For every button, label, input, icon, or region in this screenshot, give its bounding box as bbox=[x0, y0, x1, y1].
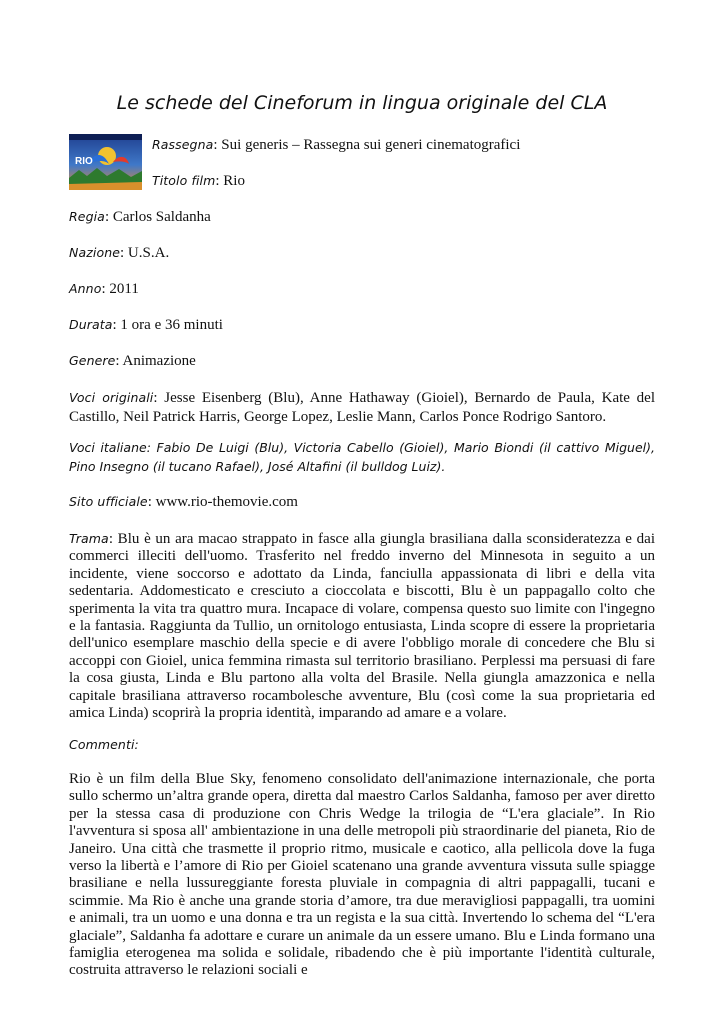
field-sito-ufficiale bbox=[69, 493, 298, 511]
field-nazione bbox=[69, 244, 169, 262]
field-value: : Rio bbox=[215, 173, 245, 189]
field-durata bbox=[69, 316, 223, 334]
field-value: : Animazione bbox=[115, 353, 196, 369]
field-rassegna bbox=[152, 136, 520, 154]
field-label: Voci originali bbox=[69, 390, 154, 405]
field-value: : Fabio De Luigi (Blu), Victoria Cabello (Gioiel), Mario Biondi (il cattivo Miguel), Pino Insegno (il tucano Rafael), José Altafini (il bulldog Luiz). bbox=[69, 440, 655, 474]
field-value: : www.rio-themovie.com bbox=[147, 494, 298, 510]
field-label: Voci italiane bbox=[69, 440, 147, 455]
movie-poster-icon bbox=[69, 134, 142, 190]
field-label: Sito ufficiale bbox=[69, 494, 148, 509]
field-genere bbox=[69, 352, 196, 370]
field-label: Rassegna bbox=[152, 137, 214, 152]
trama-text: : Blu è un ara macao strappato in fasce alla giungla brasiliana dalla sconsideratezza e dai commerci illeciti dell'uomo. Trasferito nel freddo inverno del Minnesota in seguito a un incidente, viene soccorso e adottato da Linda, fanciulla appassionata di libri e della vita sedentaria. Addomesticato e cresciuto a cioccolata e biscotti, Blu è un pappagallo colto che sperimenta la vita tra quattro mura. Incapace di volare, compensa questo suo limite con l'ingegno e la fantasia. Raggiunta da Tullio, un ornitologo entusiasta, Linda scopre di essere la proprietaria dell'unico esemplare maschio della specie e di avere l'obbligo morale di concedere che Blu si accoppi con Gioiel, unica femmina rimasta sul territorio brasiliano. Perplessi ma persuasi di fare la cosa giusta, Linda e Blu partono alla volta del Brasile. Nella giungla amazzonica e nella capitale brasiliana attraverso rocambolesche avventure, Blu (così come la sua proprietaria ed amica Linda) scoprirà la propria identità, imparando ad amare e a volare. bbox=[69, 531, 655, 722]
field-label: Anno bbox=[69, 281, 102, 296]
field-value: : Jesse Eisenberg (Blu), Anne Hathaway (Gioiel), Bernardo de Paula, Kate del Castillo, Neil Patrick Harris, George Lopez, Leslie Mann, Carlos Ponce Rodrigo Santoro. bbox=[69, 390, 655, 425]
field-value: : 1 ora e 36 minuti bbox=[112, 317, 223, 333]
trama-paragraph bbox=[69, 530, 655, 722]
field-label: Regia bbox=[69, 209, 105, 224]
field-value: : Sui generis – Rassegna sui generi cinematografici bbox=[213, 137, 521, 153]
field-label: Genere bbox=[69, 353, 116, 368]
commenti-text: Rio è un film della Blue Sky, fenomeno consolidato dell'animazione internazionale, che porta sullo schermo un’altra grande opera, diretta dal maestro Carlos Saldanha, famoso per aver diretto per la stessa casa di produzione con Chris Wedge la trilogia de “L'era glaciale”. In Rio l'avventura si sposa all' ambientazione in una delle metropoli più straordinarie del pianeta, Rio de Janeiro. Una città che trasmette il proprio ritmo, musicale e caotico, alla pellicola dove la fuga verso la libertà e l’amore di Rio per Gioiel scatenano una grande avventura vissuta sulle spiagge brasiliane e nella lussureggiante foresta pluviale in compagnia di altri pappagalli, tucani e scimmie. Ma Rio è anche una grande storia d’amore, tra due meravigliosi pappagalli, tra uomini e animali, tra un uomo e una donna e tra un regista e la sua città. Invertendo lo schema del “L'era glaciale”, Saldanha fa adottare e curare un animale da un essere umano. Blu e Linda formano una famiglia eterogenea ma solida e solidale, ribadendo che è più importante l'identità culturale, costruita attraverso le relazioni sociali e bbox=[69, 771, 655, 979]
trama-label: Trama bbox=[69, 531, 109, 546]
field-value: : 2011 bbox=[101, 281, 139, 297]
field-value: : Carlos Saldanha bbox=[104, 209, 211, 225]
field-label: Durata bbox=[69, 317, 113, 332]
document-title: Le schede del Cineforum in lingua originale del CLA bbox=[116, 92, 608, 114]
field-label: Nazione bbox=[69, 245, 121, 260]
field-titolo bbox=[152, 172, 245, 190]
svg-text:RIO: RIO bbox=[75, 156, 93, 167]
field-regia bbox=[69, 208, 211, 226]
commenti-paragraph bbox=[69, 771, 655, 980]
field-label: Titolo film bbox=[152, 173, 216, 188]
commenti-heading bbox=[69, 736, 139, 754]
field-value: : U.S.A. bbox=[120, 245, 170, 261]
commenti-label: Commenti: bbox=[69, 737, 139, 752]
field-anno bbox=[69, 280, 139, 298]
field-voci-originali bbox=[69, 388, 655, 427]
field-voci-italiane bbox=[69, 438, 655, 476]
